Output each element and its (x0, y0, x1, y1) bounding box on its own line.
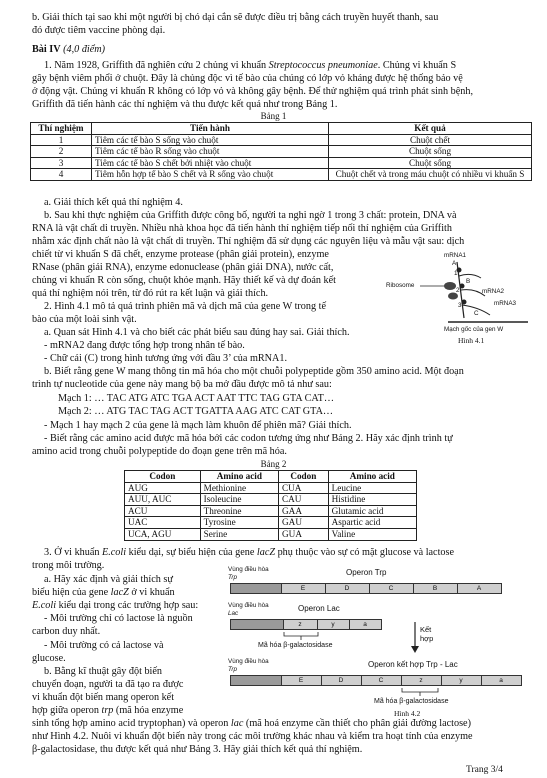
table-cell: GUA (279, 528, 329, 540)
comb-gene: y (441, 676, 482, 685)
q1-part-b3: nhằm xác định chất nào là vật chất di truyền. Thí nghiệm đã sử dụng các nguyên liệu và mẫu vật sau: dịch (32, 236, 465, 247)
q3-line1-a: 3. Ở vi khuẩn (44, 547, 103, 558)
down-arrow-icon (410, 620, 420, 654)
trp-operon-bar (230, 583, 502, 594)
q3-a3 (32, 600, 198, 612)
table-cell: 4 (31, 169, 92, 181)
q3-line1 (44, 547, 454, 559)
figure-4-2 (228, 566, 528, 734)
table1 (30, 122, 532, 181)
table-row (125, 528, 417, 540)
q3-b5-b: (mã hoá enzyme cần thiết cho phân giải đường lactose) (243, 718, 471, 729)
table-cell: Chuột sống (329, 146, 532, 158)
label-mrna2: mRNA2 (482, 288, 505, 295)
label-ribosome: Ribosome (386, 282, 415, 289)
ribosome-shape (444, 282, 456, 290)
q2-codon-q2: amino acid trong chuỗi polypeptide do đoạn gene trên mã hóa. (32, 446, 287, 457)
label-operon-trp: Operon Trp (346, 568, 387, 577)
comb-regulatory-region (231, 676, 282, 685)
q3-b4 (32, 705, 183, 717)
table1-header: Tiến hành (92, 123, 329, 135)
q3-line1-c: phụ thuộc vào sự có mặt glucose và lactose (275, 547, 454, 558)
trp-gene: E (281, 584, 326, 593)
q1-part-b7: quả thí nghiệm nói trên, từ đó rút ra kết luận và giải thích. (32, 288, 269, 299)
table2 (124, 470, 417, 541)
label-merge-1: Kết (420, 625, 432, 634)
table2-header: Amino acid (200, 471, 278, 483)
q3-line2: trong môi trường. (32, 560, 105, 571)
label-c: C (474, 310, 479, 317)
q1-line4: Griffith đã tiến hành các thí nghiệm và thu được kết quả như trong Bảng 1. (32, 99, 338, 110)
trp-gene: B (413, 584, 458, 593)
lac-gene: z (283, 620, 318, 629)
q3-a3-b: kiểu dại trong các trường hợp sau: (56, 600, 199, 611)
table-cell: Tiêm các tế bào S chết bởi nhiệt vào chuột (92, 157, 329, 169)
table2-header: Codon (125, 471, 201, 483)
table-row (125, 482, 417, 494)
trp-gene: C (369, 584, 414, 593)
table-cell: AUG (125, 482, 201, 494)
figure-4-1 (382, 250, 532, 348)
q3-line1-b: kiểu dại, sự biểu hiện của gene (126, 547, 257, 558)
trp-gene: A (476, 585, 482, 592)
lac-gene: a (363, 621, 367, 628)
q3-a2-a: biểu hiện của gene (32, 587, 111, 598)
label-3: 3 (458, 302, 462, 309)
label-merge-2: hợp (420, 634, 434, 643)
lac-gene: y (317, 620, 350, 629)
section-label: Bài IV (32, 44, 61, 55)
q2-a2: - mRNA2 đang được tổng hợp trong nhân tế bào. (44, 340, 245, 351)
table-cell: Chuột sống (329, 157, 532, 169)
table-cell: CAU (279, 494, 329, 506)
q2-a1: a. Quan sát Hình 4.1 và cho biết các phát biểu sau đúng hay sai. Giải thích. (44, 327, 350, 338)
q1-line1 (44, 60, 456, 72)
combined-operon-bar (230, 675, 522, 686)
table-cell: UAC (125, 517, 201, 529)
table-row (125, 517, 417, 529)
page-number: Trang 3/4 (466, 765, 503, 775)
comb-gene: a (499, 677, 503, 684)
table-cell: Threonine (200, 505, 278, 517)
ecoli-name: E.coli (32, 600, 57, 611)
q3-b6: như Hình 4.2. Nuôi vi khuẩn đột biến này trong các môi trường khác nhau và kiểm tra hoạt tính của enzyme (32, 731, 473, 742)
label-operon-lac: Operon Lac (298, 604, 340, 613)
table-cell: Histidine (328, 494, 416, 506)
label-regulatory-trp: Vùng điều hòa (228, 566, 269, 573)
table-cell: Aspartic acid (328, 517, 416, 529)
q2-line2: bào của một loài sinh vật. (32, 314, 137, 325)
table-cell: 1 (31, 134, 92, 146)
table-row (31, 157, 532, 169)
comb-gene: E (281, 676, 322, 685)
q3-b5-a: sinh tổng hợp amino acid tryptophan) và operon (32, 718, 231, 729)
table-cell: 2 (31, 146, 92, 158)
q3-a5: carbon duy nhất. (32, 626, 101, 637)
table-cell: UCA, AGU (125, 528, 201, 540)
comb-gene: D (321, 676, 362, 685)
lacz-name: lacZ (110, 587, 129, 598)
table-row (31, 134, 532, 146)
table-cell: GAA (279, 505, 329, 517)
label-operon-combined: Operon kết hợp Trp - Lac (368, 660, 458, 669)
label-1: 1 (454, 270, 458, 277)
table-cell: Leucine (328, 482, 416, 494)
q3-b4-a: hợp giữa operon (32, 705, 102, 716)
q1-part-b5: RNase (phân giải RNA), enzyme edonuclease (phân giải DNA), nước cất, (32, 262, 334, 273)
table-cell: GAU (279, 517, 329, 529)
q1-line2: gây bệnh viêm phổi ở chuột. Đây là chủng độc vì tế bào của chúng có lớp vỏ kháng được hệ thống bảo vệ (32, 73, 463, 84)
q1-part-b4: chiết từ vi khuẩn S đã chết, enzyme protease (phân giải protein), enzyme (32, 249, 329, 260)
lac-name: lac (230, 718, 244, 729)
table-cell: Isoleucine (200, 494, 278, 506)
section-score: (4,0 điểm) (63, 44, 106, 55)
q3-a7: glucose. (32, 653, 66, 664)
comb-gene: z (401, 676, 442, 685)
q1-line1-b: . Chủng vi khuẩn S (377, 60, 457, 71)
label-regulatory-trp-name: Trp (228, 574, 237, 581)
table-cell: Valine (328, 528, 416, 540)
strand-1: Mạch 1: … TAC ATG ATC TGA ACT AAT TTC TAG GTA CAT… (58, 393, 335, 404)
strand-2: Mạch 2: … ATG TAC TAG ACT TGATTA AAG ATC CAT GTA… (58, 406, 334, 417)
table-cell: Tiêm các tế bào S sống vào chuột (92, 134, 329, 146)
label-b: B (466, 278, 471, 285)
q3-b2: chuyển đoạn, người ta đã tạo ra được (32, 679, 184, 690)
table-row (125, 505, 417, 517)
section-title (32, 44, 105, 56)
trp-gene: D (325, 584, 370, 593)
q3-b4-b: (mã hóa enzyme (113, 705, 184, 716)
q3-a2-b: ở vi khuẩn (128, 587, 175, 598)
table-cell: Serine (200, 528, 278, 540)
label-comb-beta-gal: Mã hóa β-galactosidase (374, 698, 449, 705)
q2-b1: b. Biết rằng gene W mang thông tin mã hóa cho một chuỗi polypeptide gồm 350 amino acid. Một đoạn (44, 366, 464, 377)
lac-operon-bar (230, 619, 382, 630)
label-regulatory-comb: Vùng điều hòa (228, 658, 269, 665)
q3-a4: - Môi trường chỉ có lactose là nguồn (44, 613, 193, 624)
q2-b2: trình tự nucleotide của gene này mang bộ ba mở đầu được mô tả như sau: (32, 379, 332, 390)
q2-line1: 2. Hình 4.1 mô tả quá trình phiên mã và dịch mã của gene W trong tế (44, 301, 326, 312)
label-template-strand: Mạch gốc của gen W (444, 326, 504, 333)
intro-b-line1: b. Giải thích tại sao khi một người bị chó dại cắn sẽ được điều trị bằng cách truyền huyết thanh, sau (32, 12, 439, 23)
q2-template-question: - Mạch 1 hay mạch 2 của gene là mạch làm khuôn để phiên mã? Giải thích. (44, 420, 352, 431)
table-cell: Chuột chết (329, 134, 532, 146)
intro-b-line2: đó được tiêm vaccine phòng dại. (32, 25, 166, 36)
label-lac-beta-gal: Mã hóa β-galactosidase (258, 642, 333, 649)
comb-z-bracket (400, 686, 442, 698)
q2-codon-q1: - Biết rằng các amino acid được mã hóa bởi các codon tương ứng như Bảng 2. Hãy xác định trình tự (44, 433, 453, 444)
table-row (125, 494, 417, 506)
table-cell: AUU, AUC (125, 494, 201, 506)
q3-b3: vi khuẩn đột biến mang operon kết (32, 692, 175, 703)
table2-header: Amino acid (328, 471, 416, 483)
comb-gene: C (361, 676, 402, 685)
q1-part-b2: RNA là vật chất di truyền. Nhiều nhà khoa học đã tiến hành thí nghiệm tiếp nối thí nghiệm của Griffith (32, 223, 452, 234)
q3-b7: β-galactosidase, thu được kết quả như Bảng 3. Hãy giải thích kết quả thí nghiệm. (32, 744, 363, 755)
table-cell: 3 (31, 157, 92, 169)
trp-regulatory-region (231, 584, 282, 593)
table1-header-row (31, 123, 532, 135)
table2-header-row (125, 471, 417, 483)
figure42-caption: Hình 4.2 (394, 709, 421, 718)
q2-a3: - Chữ cái (C) trong hình tương ứng với đầu 3’ của mRNA1. (44, 353, 288, 364)
table-cell: Methionine (200, 482, 278, 494)
species-name: Streptococcus pneumoniae (268, 60, 378, 71)
q3-a1: a. Hãy xác định và giải thích sự (44, 574, 173, 585)
label-regulatory-lac-name: Lac (228, 610, 239, 617)
table-cell: CUA (279, 482, 329, 494)
table2-caption: Bảng 2 (260, 459, 287, 469)
lac-z-bracket (282, 630, 322, 642)
q1-part-b6: chủng vi khuẩn R còn sống, chuột khỏe mạnh. Hãy thiết kế và dự đoán kết (32, 275, 337, 286)
lacz-name: lacZ (256, 547, 276, 558)
table-cell: Tyrosine (200, 517, 278, 529)
label-regulatory-lac: Vùng điều hòa (228, 602, 269, 609)
label-regulatory-comb-name: Trp (228, 666, 237, 673)
q1-part-b1: b. Sau khi thực nghiệm của Griffith được công bố, người ta nghi ngờ 1 trong 3 chất: protein, DNA và (44, 210, 457, 221)
table-cell: ACU (125, 505, 201, 517)
table-cell: Tiêm các tế bào R sống vào chuột (92, 146, 329, 158)
table1-header: Thí nghiệm (31, 123, 92, 135)
q1-line3: ở động vật. Chủng vi khuẩn R không có lớp vỏ và không gây bệnh. Để thử nghiệm quá trình phát sinh bệnh, (32, 86, 474, 97)
table2-header: Codon (279, 471, 329, 483)
table-cell: Chuột chết và trong máu chuột có nhiều vi khuẩn S (329, 169, 532, 181)
trp-name: trp (101, 705, 114, 716)
table1-caption: Bảng 1 (260, 111, 287, 121)
transcription-translation-diagram (382, 250, 532, 348)
label-mrna1: mRNA1 (444, 252, 467, 259)
table-row (31, 169, 532, 181)
q3-a2 (32, 587, 175, 599)
table-cell: Glutamic acid (328, 505, 416, 517)
label-mrna3: mRNA3 (494, 300, 517, 307)
table1-header: Kết quả (329, 123, 532, 135)
q1-line1-a: 1. Năm 1928, Griffith đã nghiên cứu 2 chủng vi khuẩn (44, 60, 269, 71)
label-2: 2 (456, 287, 460, 294)
table-cell: Tiêm hỗn hợp tế bào S chết và R sống vào chuột (92, 169, 329, 181)
label-a: A (452, 260, 457, 267)
q3-b1: b. Bằng kĩ thuật gây đột biến (44, 666, 162, 677)
q3-a6: - Môi trường có cả lactose và (44, 640, 164, 651)
lac-regulatory-region (231, 620, 284, 629)
ecoli-name: E.coli (102, 547, 127, 558)
table-row (31, 146, 532, 158)
figure41-caption: Hình 4.1 (458, 336, 485, 345)
q1-part-a: a. Giải thích kết quả thí nghiệm 4. (44, 197, 183, 208)
